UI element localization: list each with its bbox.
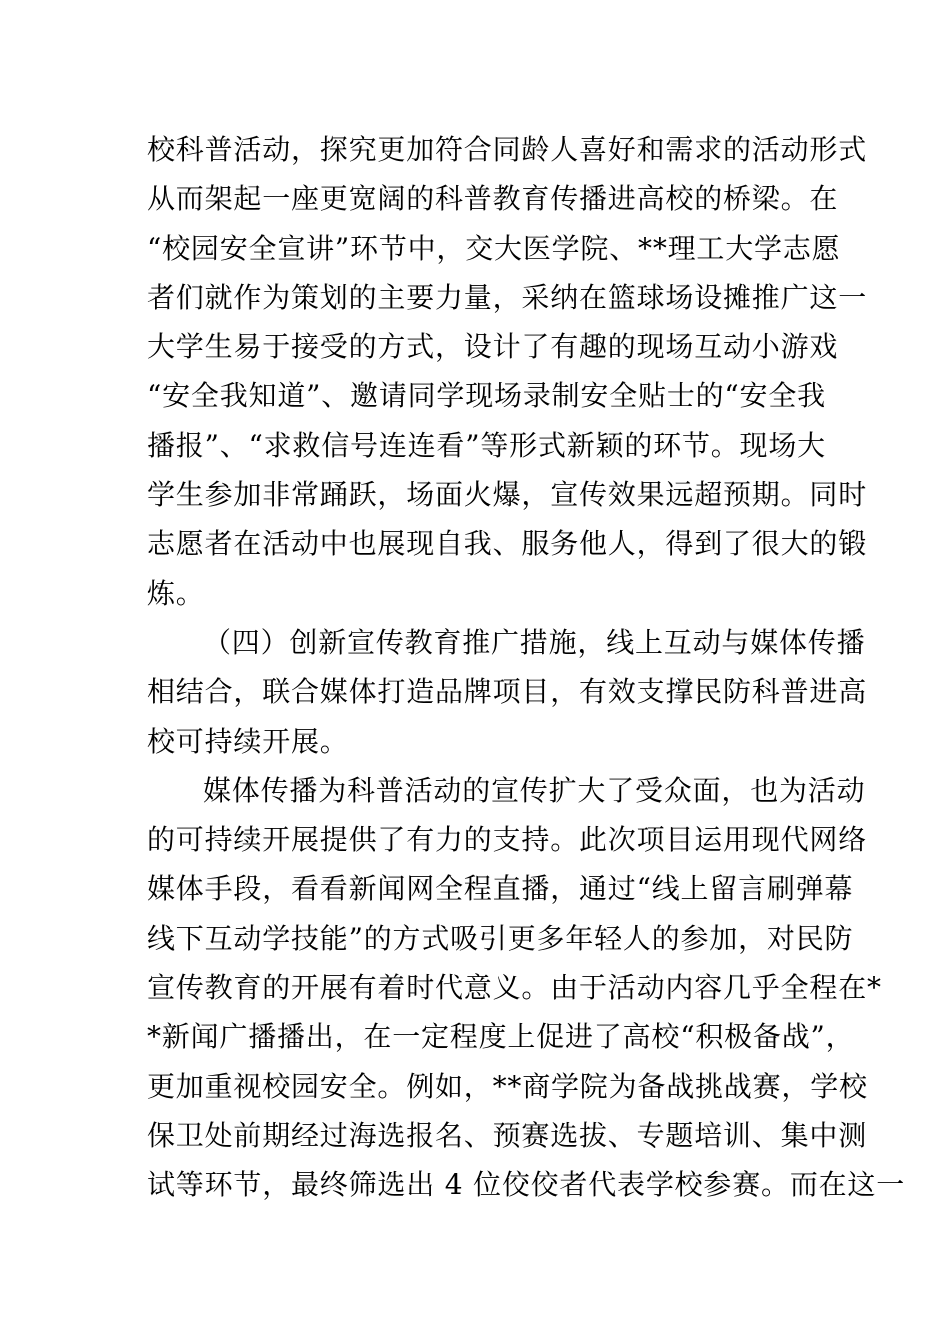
- text-line: 媒体传播为科普活动的宣传扩大了受众面，也为活动: [203, 773, 866, 807]
- text-line: 者们就作为策划的主要力量，采纳在篮球场设摊推广这一: [147, 280, 868, 314]
- text-line: 试等环节，最终筛选出 4 位佼佼者代表学校参赛。而在这一: [147, 1168, 906, 1202]
- text-line: 志愿者在活动中也展现自我、服务他人，得到了很大的锻: [147, 527, 868, 561]
- text-line: 相结合，联合媒体打造品牌项目，有效支撑民防科普进高: [147, 675, 868, 709]
- document-body: [147, 125, 906, 1210]
- text-line: 线下互动学技能”的方式吸引更多年轻人的参加，对民防: [147, 921, 854, 955]
- text-line: 大学生易于接受的方式，设计了有趣的现场互动小游戏: [147, 330, 839, 364]
- text-line: 宣传教育的开展有着时代意义。由于活动内容几乎全程在*: [147, 971, 882, 1005]
- text-line: *新闻广播播出，在一定程度上促进了高校“积极备战”，: [147, 1020, 855, 1054]
- text-line: 从而架起一座更宽阔的科普教育传播进高校的桥梁。在: [147, 182, 839, 216]
- text-line: 媒体手段，看看新闻网全程直播，通过“线上留言刷弹幕: [147, 872, 854, 906]
- text-line: “校园安全宣讲”环节中，交大医学院、**理工大学志愿: [147, 231, 841, 265]
- text-line: 播报”、“求救信号连连看”等形式新颖的环节。现场大: [147, 428, 826, 462]
- text-line: 炼。: [147, 576, 205, 610]
- text-line: 的可持续开展提供了有力的支持。此次项目运用现代网络: [147, 823, 868, 857]
- text-line: （四）创新宣传教育推广措施，线上互动与媒体传播: [203, 625, 866, 659]
- text-line: 校可持续开展。: [147, 724, 349, 758]
- text-line: 更加重视校园安全。例如，**商学院为备战挑战赛，学校: [147, 1069, 868, 1103]
- text-line: 校科普活动，探究更加符合同龄人喜好和需求的活动形式: [147, 133, 868, 166]
- text-line: 学生参加非常踊跃，场面火爆，宣传效果远超预期。同时: [147, 478, 868, 512]
- text-line: 保卫处前期经过海选报名、预赛选拔、专题培训、集中测: [147, 1118, 868, 1152]
- text-line: “安全我知道”、邀请同学现场录制安全贴士的“安全我: [147, 379, 826, 413]
